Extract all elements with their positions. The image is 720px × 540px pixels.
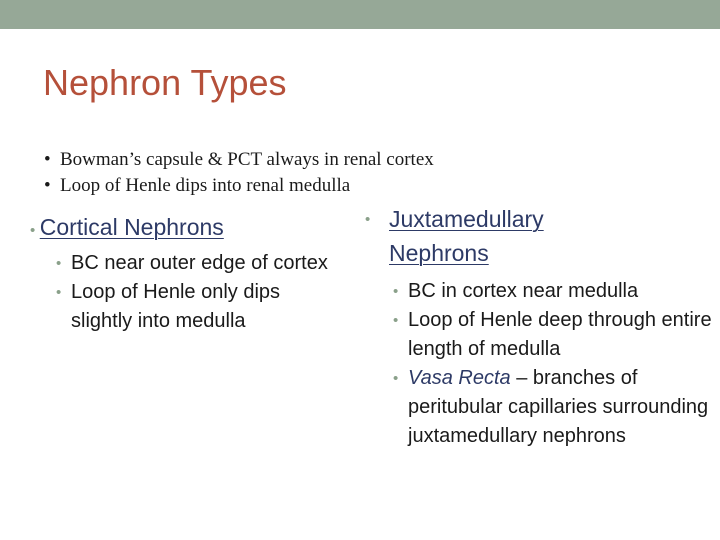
slide-header-bar	[0, 0, 720, 29]
cortical-nephrons-column	[30, 211, 350, 336]
vasa-recta-description: – branches of peritubular capillaries surrounding juxtamedullary nephrons	[408, 367, 709, 447]
juxtamedullary-point-text: BC in cortex near medulla	[408, 280, 639, 302]
intro-bullet-list	[44, 147, 434, 199]
bullet-icon: •	[44, 149, 51, 170]
intro-bullet-item	[44, 147, 434, 173]
bullet-icon: •	[393, 370, 399, 387]
bullet-icon: •	[44, 175, 51, 196]
bullet-icon: •	[393, 283, 399, 300]
cortical-point-text: Loop of Henle only dips slightly into medulla	[71, 281, 281, 332]
bullet-icon: •	[56, 255, 62, 272]
slide-title: Nephron Types	[43, 62, 287, 103]
cortical-heading: Cortical Nephrons	[39, 214, 224, 240]
bullet-icon: •	[30, 222, 36, 239]
juxtamedullary-heading-row	[365, 204, 710, 272]
juxtamedullary-point-text: Loop of Henle deep through entire length of medulla	[408, 309, 712, 360]
juxtamedullary-nephrons-column	[365, 204, 710, 451]
list-item	[393, 277, 713, 306]
intro-bullet-text: Loop of Henle dips into renal medulla	[60, 175, 351, 196]
list-item	[56, 278, 336, 336]
juxtamedullary-heading-line2: Nephrons	[389, 240, 489, 266]
bullet-icon: •	[393, 312, 399, 329]
vasa-recta-term: Vasa Recta	[408, 367, 511, 389]
list-item	[393, 364, 713, 451]
cortical-point-text: BC near outer edge of cortex	[71, 252, 328, 274]
juxtamedullary-points	[393, 277, 713, 451]
cortical-points	[56, 249, 336, 336]
juxtamedullary-heading-line1: Juxtamedullary	[389, 206, 544, 232]
bullet-icon: •	[365, 211, 371, 228]
list-item	[393, 306, 713, 364]
intro-bullet-item	[44, 173, 434, 199]
cortical-heading-row	[30, 211, 350, 243]
list-item	[56, 249, 336, 278]
intro-bullet-text: Bowman’s capsule & PCT always in renal cortex	[60, 149, 434, 170]
bullet-icon: •	[56, 284, 62, 301]
